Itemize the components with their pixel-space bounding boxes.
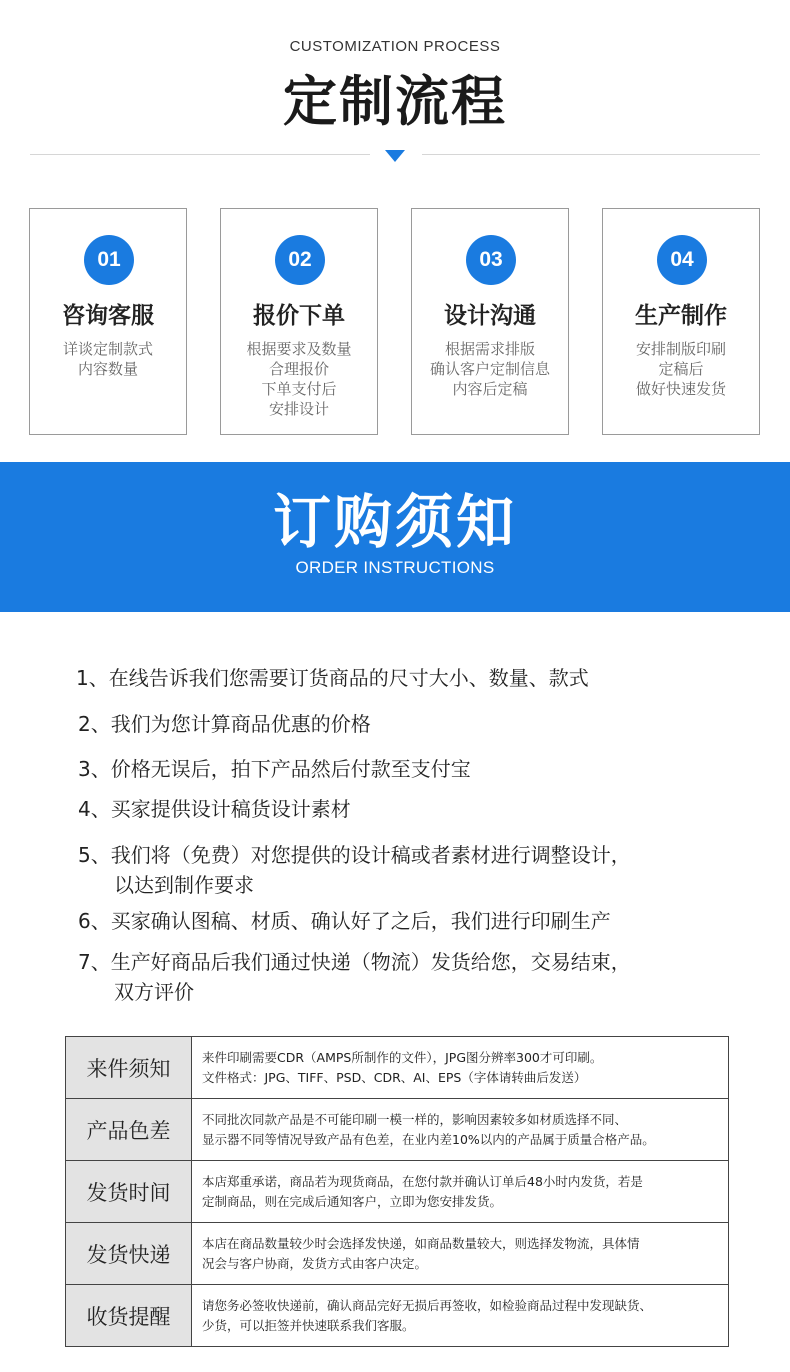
step-description-line: 合理报价 bbox=[268, 360, 329, 378]
instruction-item bbox=[78, 947, 631, 1007]
instruction-line: 4、买家提供设计稿货设计素材 bbox=[78, 797, 351, 821]
step-description bbox=[412, 339, 568, 399]
instruction-line: 6、买家确认图稿、材质、确认好了之后，我们进行印刷生产 bbox=[78, 909, 611, 933]
notice-line: 少货，可以拒签并快速联系我们客服。 bbox=[202, 1317, 415, 1333]
step-title: 设计沟通 bbox=[444, 303, 536, 329]
notice-line: 文件格式：JPG、TIFF、PSD、CDR、AI、EPS（字体请转曲后发送） bbox=[202, 1069, 587, 1085]
step-card-1 bbox=[29, 208, 187, 435]
notice-label: 产品色差 bbox=[66, 1099, 192, 1161]
instruction-line: 以达到制作要求 bbox=[114, 873, 254, 897]
instruction-line: 3、价格无误后，拍下产品然后付款至支付宝 bbox=[78, 757, 471, 781]
step-description-line: 根据要求及数量 bbox=[246, 340, 352, 358]
notice-content bbox=[192, 1037, 729, 1099]
step-description bbox=[221, 339, 377, 419]
notice-line: 请您务必签收快递前，确认商品完好无损后再签收，如检验商品过程中发现缺货、 bbox=[202, 1297, 653, 1313]
instruction-line: 双方评价 bbox=[114, 980, 194, 1004]
instruction-line: 5、我们将（免费）对您提供的设计稿或者素材进行调整设计， bbox=[78, 843, 631, 867]
step-description bbox=[30, 339, 186, 379]
process-title: 定制流程 bbox=[283, 70, 507, 133]
banner-title: 订购须知 bbox=[272, 488, 517, 556]
step-description-line: 定稿后 bbox=[658, 360, 704, 378]
instruction-line: 2、我们为您计算商品优惠的价格 bbox=[78, 712, 371, 736]
step-description-line: 确认客户定制信息 bbox=[429, 360, 550, 378]
step-description-line: 根据需求排版 bbox=[444, 340, 535, 358]
divider-right bbox=[422, 154, 760, 155]
step-card-2 bbox=[220, 208, 378, 435]
notice-content bbox=[192, 1285, 729, 1347]
instruction-line: 1、在线告诉我们您需要订货商品的尺寸大小、数量、款式 bbox=[76, 666, 589, 690]
step-description bbox=[603, 339, 759, 399]
instruction-item bbox=[76, 663, 589, 693]
step-number-badge: 02 bbox=[275, 235, 325, 285]
notice-line: 来件印刷需要CDR（AMPS所制作的文件），JPG图分辨率300才可印刷。 bbox=[202, 1049, 603, 1065]
instruction-item bbox=[78, 794, 351, 824]
instruction-line: 7、生产好商品后我们通过快递（物流）发货给您，交易结束， bbox=[78, 950, 631, 974]
notice-line: 本店郑重承诺，商品若为现货商品，在您付款并确认订单后48小时内发货，若是 bbox=[202, 1173, 643, 1189]
step-number-badge: 01 bbox=[84, 235, 134, 285]
notice-content bbox=[192, 1223, 729, 1285]
divider-left bbox=[30, 154, 370, 155]
notice-content bbox=[192, 1099, 729, 1161]
table-row bbox=[66, 1223, 729, 1285]
table-row bbox=[66, 1285, 729, 1347]
step-description-line: 安排制版印刷 bbox=[635, 340, 726, 358]
notice-line: 不同批次同款产品是不可能印刷一模一样的，影响因素较多如材质选择不同、 bbox=[202, 1111, 628, 1127]
table-row bbox=[66, 1099, 729, 1161]
notice-label: 来件须知 bbox=[66, 1037, 192, 1099]
step-number-badge: 04 bbox=[657, 235, 707, 285]
notice-content bbox=[192, 1161, 729, 1223]
step-description-line: 安排设计 bbox=[268, 400, 329, 418]
table-row bbox=[66, 1037, 729, 1099]
instruction-item bbox=[78, 906, 611, 936]
table-row bbox=[66, 1161, 729, 1223]
step-description-line: 做好快速发货 bbox=[635, 380, 726, 398]
order-instructions-banner bbox=[0, 462, 790, 612]
notice-label: 发货快递 bbox=[66, 1223, 192, 1285]
step-title: 报价下单 bbox=[253, 303, 345, 329]
notice-line: 况会与客户协商，发货方式由客户决定。 bbox=[202, 1255, 428, 1271]
step-description-line: 内容数量 bbox=[77, 360, 138, 378]
instruction-item bbox=[78, 754, 471, 784]
notice-label: 发货时间 bbox=[66, 1161, 192, 1223]
step-title: 咨询客服 bbox=[62, 303, 154, 329]
step-description-line: 内容后定稿 bbox=[452, 380, 528, 398]
step-description-line: 详谈定制款式 bbox=[62, 340, 153, 358]
step-number-badge: 03 bbox=[466, 235, 516, 285]
notice-line: 定制商品，则在完成后通知客户，立即为您安排发货。 bbox=[202, 1193, 503, 1209]
notice-line: 显示器不同等情况导致产品有色差，在业内差10%以内的产品属于质量合格产品。 bbox=[202, 1131, 655, 1147]
down-triangle-icon bbox=[385, 150, 405, 162]
step-description-line: 下单支付后 bbox=[261, 380, 337, 398]
instruction-item bbox=[78, 709, 371, 739]
step-card-3 bbox=[411, 208, 569, 435]
notice-table bbox=[65, 1036, 729, 1347]
instruction-item bbox=[78, 840, 631, 900]
step-card-4 bbox=[602, 208, 760, 435]
step-title: 生产制作 bbox=[635, 303, 727, 329]
banner-subtitle: ORDER INSTRUCTIONS bbox=[295, 558, 495, 577]
notice-line: 本店在商品数量较少时会选择发快递，如商品数量较大，则选择发物流，具体情 bbox=[202, 1235, 640, 1251]
notice-label: 收货提醒 bbox=[66, 1285, 192, 1347]
process-subtitle: CUSTOMIZATION PROCESS bbox=[289, 38, 501, 55]
